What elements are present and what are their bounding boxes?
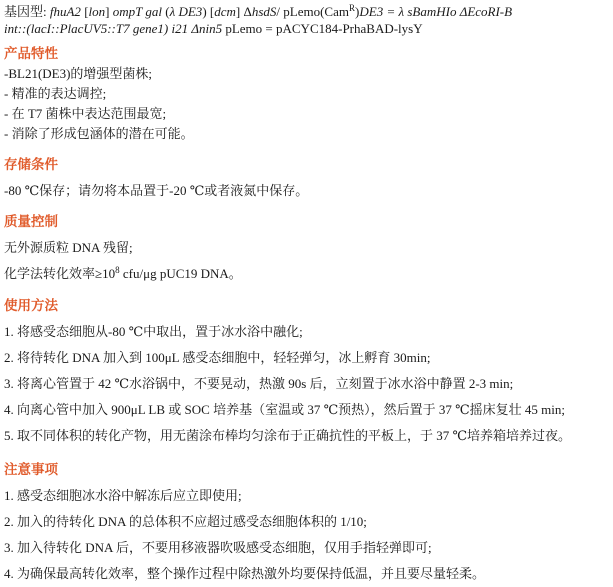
genotype-text: DE3 = λ sBamHIo ΔEcoRI-B: [359, 4, 513, 19]
note-item: 2. 加入的待转化 DNA 的总体积不应超过感受态细胞体积的 1/10;: [4, 514, 367, 529]
genotype-text: ] Δ: [235, 4, 252, 19]
genotype-text: / pLemo(Cam: [276, 4, 349, 19]
genotype-text: lon: [88, 4, 106, 19]
note-item: 1. 感受态细胞冰水浴中解冻后应立即使用;: [4, 488, 242, 503]
storage-heading: 存储条件: [4, 157, 58, 173]
genotype-line-2: [4, 20, 610, 37]
usage-step: 2. 将待转化 DNA 加入到 100μL 感受态细胞中，轻轻弹匀，冰上孵育 30min;: [4, 350, 431, 365]
features-heading: 产品特性: [4, 46, 58, 62]
genotype-text: ): [355, 4, 360, 19]
feature-item: - 精准的表达调控;: [4, 86, 107, 101]
qc-heading: 质量控制: [4, 214, 58, 230]
qc-efficiency-text: 化学法转化效率≥10: [4, 266, 116, 281]
qc-line-2: [4, 264, 610, 284]
qc-exponent: 8: [115, 265, 120, 275]
usage-step: 4. 向离心管中加入 900μL LB 或 SOC 培养基（室温或 37 ℃预热），然后置于 37 ℃摇床复壮 45 min;: [4, 402, 565, 417]
genotype-text: λ DE3: [169, 4, 203, 19]
genotype-text: ]: [105, 4, 113, 19]
genotype-text: (: [162, 4, 170, 19]
note-item: 4. 为确保最高转化效率，整个操作过程中除热激外均要保持低温，并且要尽量轻柔。: [4, 566, 486, 581]
qc-efficiency-unit: cfu/μg pUC19 DNA。: [119, 266, 242, 281]
storage-text: -80 ℃保存；请勿将本品置于-20 ℃或者液氮中保存。: [4, 183, 309, 198]
genotype-text: fhuA2: [49, 4, 81, 19]
usage-step: 3. 将离心管置于 42 ℃水浴锅中，不要晃动，热激 90s 后，立刻置于冰水浴中静置 2-3 min;: [4, 376, 514, 391]
genotype-label: 基因型:: [4, 4, 50, 19]
genotype-text: ompT gal: [112, 4, 162, 19]
genotype-text: ) [: [202, 4, 215, 19]
usage-heading: 使用方法: [4, 298, 58, 314]
feature-item: -BL21(DE3)的增强型菌株;: [4, 66, 153, 81]
usage-step: 1. 将感受态细胞从-80 ℃中取出，置于冰水浴中融化;: [4, 324, 303, 339]
genotype-text: int::(lacI::PlacUV5::T7 gene1) i21 Δnin5: [4, 21, 223, 36]
genotype-text: hsdS: [251, 4, 277, 19]
genotype-text: dcm: [214, 4, 236, 19]
usage-step: 5. 取不同体积的转化产物，用无菌涂布棒均匀涂布于正确抗性的平板上，于 37 ℃培养箱培养过夜。: [4, 428, 572, 443]
genotype-text: [: [80, 4, 89, 19]
genotype-line-1: [4, 3, 610, 20]
note-item: 3. 加入待转化 DNA 后，不要用移液器吹吸感受态细胞，仅用手指轻弹即可;: [4, 540, 432, 555]
qc-line-1: 无外源质粒 DNA 残留;: [4, 240, 133, 255]
document-page: [4, 3, 610, 584]
feature-item: - 消除了形成包涵体的潜在可能。: [4, 126, 194, 141]
genotype-text: pLemo = pACYC184-PrhaBAD-lysY: [222, 21, 423, 36]
feature-item: - 在 T7 菌株中表达范围最宽;: [4, 106, 167, 121]
notes-heading: 注意事项: [4, 462, 58, 478]
genotype-superscript: R: [349, 3, 356, 13]
